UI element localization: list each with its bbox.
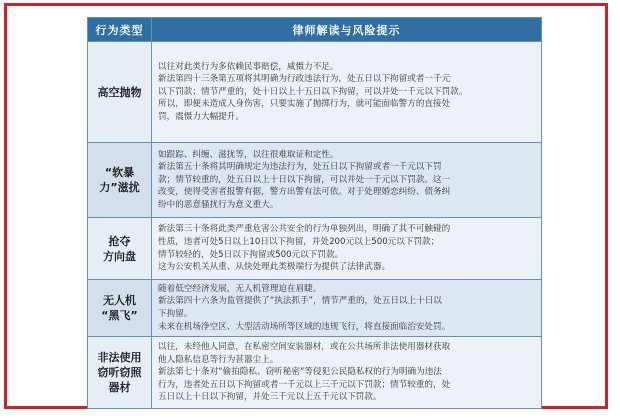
category-label: 器材 [108,381,131,394]
description-line: 这为公安机关从重、从快处理此类极端行为提供了法律武器。 [158,262,391,273]
table-row [88,280,542,337]
header-lawyer-interpretation: 律师解读与风险提示 [152,18,542,42]
description-cell [152,218,542,280]
description-line: 情节较轻的，处5日以下拘留或500元以下罚款。 [158,249,344,260]
law-table [87,17,542,409]
table-row [88,143,542,218]
description-line: 随着低空经济发展，无人机管理迫在眉睫。 [158,283,322,294]
description-line: 五日以上十日以下拘留，并处三千元以上五千元以下罚款。 [158,392,382,403]
category-label: “黑飞” [101,309,138,322]
category-label: 力”滋扰 [99,181,140,194]
description-line: 下拘留。 [158,309,193,319]
description-line: 新法第七十条对“偷拍隐私、窃听秘密”等侵犯公民隐私权的行为明确为违法 [158,367,442,378]
red-frame [4,3,608,409]
table-row [88,218,542,280]
table-row [88,42,542,143]
description-line: 所以，即便未造成人身伤害，只要实施了抛掷行为，就可能面临警方的直接处 [158,99,451,110]
description-cell [152,143,542,218]
category-cell [88,337,152,409]
category-label: 抢夺 [108,234,131,248]
category-cell [88,218,152,280]
category-cell [88,280,152,337]
description-line: 新法第四十六条为监管提供了“执法抓手”，情节严重的，处五日以上十日以 [158,296,442,307]
description-line: 以往对此类行为多依赖民事赔偿，威慑力不足。 [158,61,339,72]
table-header-row [88,18,542,42]
description-line: 罚，震慑力大幅提升。 [158,111,244,122]
description-line: 他人隐私信息等行为甚嚣尘上。 [158,354,279,365]
description-line: 改变，使得受害者报警有据，警方出警有法可依。对于处理婚恋纠纷、债务纠 [158,187,451,198]
description-line: 纷中的恶意骚扰行为意义重大。 [158,199,279,210]
description-line: 新法第四十三条第五项将其明确为行政违法行为，处五日以下拘留或者一千元 [158,74,451,85]
category-label: 高空抛物 [97,85,142,99]
description-line: 性质，违者可处5日以上10日以下拘留，并处200元以上500元以下罚款； [158,236,440,247]
description-line: 如跟踪、纠缠、滋扰等，以往很难取证和定性。 [158,149,339,160]
category-label: 窃听窃照 [97,366,142,379]
header-behavior-type: 行为类型 [88,18,152,42]
description-line: 款；情节较重的，处五日以上十日以下拘留，可以并处一千元以下罚款。这一 [158,174,451,185]
category-label: 方向盘 [103,249,136,263]
category-label: 非法使用 [97,351,142,364]
category-label: “软暴 [104,166,135,179]
description-line: 未来在机场净空区、大型活动场所等区域的违规飞行，将直接面临治安处罚。 [158,321,451,332]
category-cell [88,42,152,143]
description-line: 以往，未经他人同意，在私密空间安装器材，或在公共场所非法使用器材获取 [158,342,451,353]
category-cell [88,143,152,218]
category-label: 无人机 [103,294,136,307]
description-line: 以下罚款；情节严重的，处十日以上十五日以下拘留，可以并处一千元以下罚款。 [158,86,468,97]
table-row [88,337,542,409]
description-cell [152,280,542,337]
description-cell [152,42,542,143]
description-line: 新法第五十条将其明确规定为违法行为，处五日以下拘留或者一千元以下罚 [158,162,442,173]
description-line: 新法第三十条将此类严重危害公共安全的行为单独列出，明确了其不可触碰的 [158,224,451,235]
description-line: 行为，违者处五日以下拘留或者一千元以上三千元以下罚款；情节较重的，处 [158,379,451,390]
description-cell [152,337,542,409]
